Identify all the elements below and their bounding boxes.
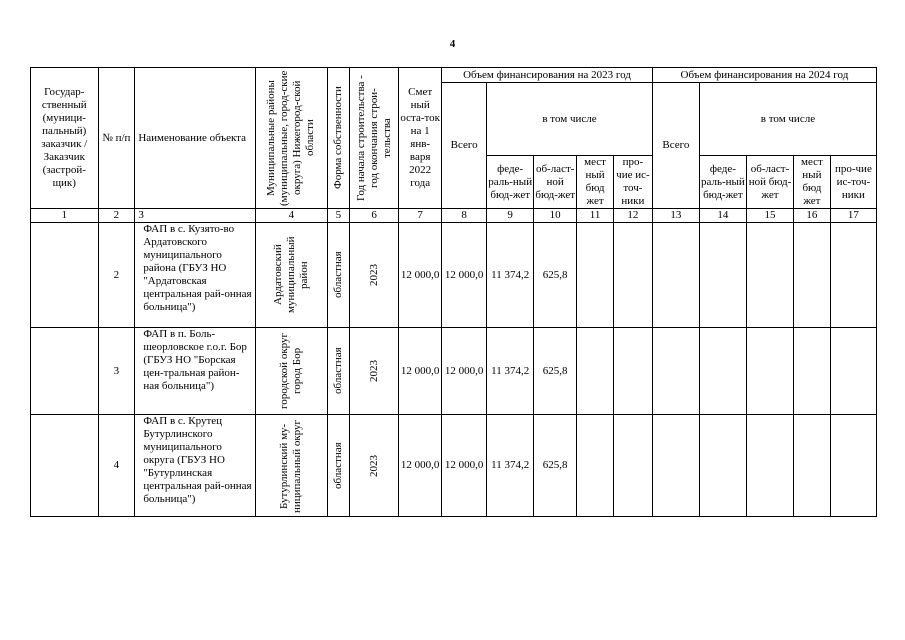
header-customer: Государ-ственный (муници-пальный) заказчик / Заказчик (застрой-щик)	[31, 68, 99, 209]
financing-table	[30, 67, 877, 517]
header-regional-2024: об-ласт-ной бюд-жет	[746, 156, 793, 209]
row-district: городской округ город Бор	[256, 328, 328, 415]
row-ownership: областная	[327, 328, 350, 415]
row-regional-2024	[746, 415, 793, 517]
row-regional-2024	[746, 223, 793, 328]
col-number: 7	[399, 209, 442, 223]
row-federal-2024	[699, 328, 746, 415]
row-local-2024	[793, 415, 830, 517]
row-federal-2024	[699, 415, 746, 517]
row-customer	[31, 328, 99, 415]
header-including-2024: в том числе	[699, 83, 876, 156]
header-local-2024: мест ный бюд жет	[793, 156, 830, 209]
col-number: 3	[135, 209, 256, 223]
col-number: 2	[98, 209, 135, 223]
row-year: 2023	[350, 415, 399, 517]
col-number: 14	[699, 209, 746, 223]
row-total-2024	[652, 328, 699, 415]
col-number: 15	[746, 209, 793, 223]
header-total-2023: Всего	[442, 83, 487, 209]
row-total-2024	[652, 223, 699, 328]
col-number: 5	[327, 209, 350, 223]
column-numbers-row	[31, 209, 877, 223]
row-federal-2023: 11 374,2	[487, 328, 534, 415]
col-number: 8	[442, 209, 487, 223]
header-other-2024: про-чие ис-точ-ники	[830, 156, 876, 209]
row-total-2023: 12 000,0	[442, 223, 487, 328]
row-other-2024	[830, 328, 876, 415]
header-federal-2024: феде-раль-ный бюд-жет	[699, 156, 746, 209]
row-regional-2023: 625,8	[534, 223, 577, 328]
header-fin-2023: Объем финансирования на 2023 год	[442, 68, 653, 83]
row-total-2024	[652, 415, 699, 517]
table-row	[31, 328, 877, 415]
row-estimate: 12 000,0	[399, 223, 442, 328]
row-federal-2023: 11 374,2	[487, 415, 534, 517]
row-object-name: ФАП в с. Кузято-во Ардатовского муниципального района (ГБУЗ НО "Ардатовская центральная рай-онная больница")	[135, 223, 256, 328]
header-regional-2023: об-ласт-ной бюд-жет	[534, 156, 577, 209]
header-num: № п/п	[98, 68, 135, 209]
col-number: 13	[652, 209, 699, 223]
row-estimate: 12 000,0	[399, 328, 442, 415]
header-local-2023: мест ный бюд жет	[577, 156, 614, 209]
row-federal-2024	[699, 223, 746, 328]
table-row	[31, 223, 877, 328]
col-number: 9	[487, 209, 534, 223]
row-local-2024	[793, 223, 830, 328]
row-local-2023	[577, 415, 614, 517]
header-including-2023: в том числе	[487, 83, 653, 156]
row-other-2024	[830, 415, 876, 517]
col-number: 17	[830, 209, 876, 223]
header-fin-2024: Объем финансирования на 2024 год	[652, 68, 876, 83]
row-regional-2024	[746, 328, 793, 415]
row-other-2023	[613, 223, 652, 328]
row-num: 4	[98, 415, 135, 517]
header-other-2023: про-чие ис-точ-ники	[613, 156, 652, 209]
col-number: 6	[350, 209, 399, 223]
row-district: Ардатовский муниципальный район	[256, 223, 328, 328]
row-other-2023	[613, 328, 652, 415]
header-total-2024: Всего	[652, 83, 699, 209]
row-num: 3	[98, 328, 135, 415]
row-ownership: областная	[327, 415, 350, 517]
row-local-2023	[577, 328, 614, 415]
row-district: Бутурлинский му-ниципальный округ	[256, 415, 328, 517]
row-ownership: областная	[327, 223, 350, 328]
col-number: 11	[577, 209, 614, 223]
row-other-2023	[613, 415, 652, 517]
page-number: 4	[449, 38, 456, 50]
row-local-2024	[793, 328, 830, 415]
col-number: 10	[534, 209, 577, 223]
header-years: Год начала строительства - год окончания строи-тельства	[350, 68, 399, 209]
header-row-1	[31, 68, 877, 83]
col-number: 12	[613, 209, 652, 223]
header-federal-2023: феде-раль-ный бюд-жет	[487, 156, 534, 209]
header-name: Наименование объекта	[135, 68, 256, 209]
table-row	[31, 415, 877, 517]
row-num: 2	[98, 223, 135, 328]
row-regional-2023: 625,8	[534, 328, 577, 415]
row-object-name: ФАП в с. Крутец Бутурлинского муниципального округа (ГБУЗ НО "Бутурлинская центральная рай-онная больница")	[135, 415, 256, 517]
row-total-2023: 12 000,0	[442, 328, 487, 415]
row-local-2023	[577, 223, 614, 328]
row-total-2023: 12 000,0	[442, 415, 487, 517]
row-regional-2023: 625,8	[534, 415, 577, 517]
col-number: 1	[31, 209, 99, 223]
row-customer	[31, 415, 99, 517]
row-other-2024	[830, 223, 876, 328]
row-year: 2023	[350, 328, 399, 415]
row-object-name: ФАП в п. Боль-шеорловское г.о.г. Бор (ГБУЗ НО "Борская цен-тральная район-ная больница")	[135, 328, 256, 415]
header-districts: Муниципальные районы (муниципальные, город-ские округа) Нижегород-ской области	[256, 68, 328, 209]
row-federal-2023: 11 374,2	[487, 223, 534, 328]
row-estimate: 12 000,0	[399, 415, 442, 517]
header-estimate: Смет ный оста-ток на 1 янв-варя 2022 года	[399, 68, 442, 209]
row-year: 2023	[350, 223, 399, 328]
row-customer	[31, 223, 99, 328]
col-number: 4	[256, 209, 328, 223]
col-number: 16	[793, 209, 830, 223]
header-ownership: Форма собственности	[327, 68, 350, 209]
